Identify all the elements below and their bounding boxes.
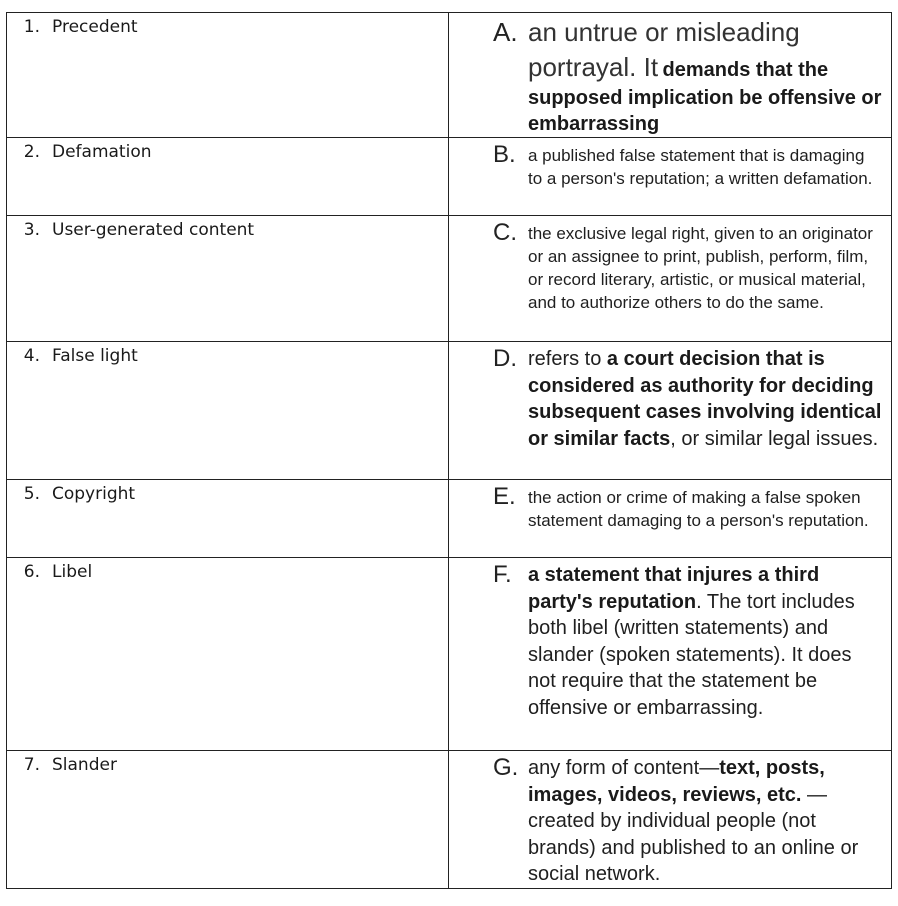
definition-letter: G. (493, 754, 519, 781)
definition-letter: B. (493, 141, 516, 168)
definition-bold: text, posts, images, videos, reviews, etc. (528, 757, 825, 806)
term-number: 3. (23, 220, 40, 240)
term-label: Slander (52, 755, 117, 775)
table-row (7, 342, 892, 480)
term-cell (7, 342, 449, 480)
term-cell (7, 558, 449, 751)
term-cell (7, 216, 449, 342)
definition-plain-tail: , or similar legal issues. (670, 427, 879, 450)
definition-plain-tail: — created by individual people (not brands) and published to an online or social network. (528, 783, 859, 885)
definition-bold: demands that the supposed implication be offensive or embarrassing (528, 59, 882, 135)
table-row (7, 13, 892, 138)
definition-text (528, 344, 883, 452)
term-cell (7, 480, 449, 558)
table-row (7, 216, 892, 342)
term-cell (7, 751, 449, 889)
term-cell (7, 138, 449, 216)
definition-cell (449, 138, 892, 216)
definition-letter: F. (493, 561, 512, 588)
table-row (7, 138, 892, 216)
term-label: Libel (52, 562, 93, 582)
term-cell (7, 13, 449, 138)
definition-text (528, 753, 883, 888)
definition-cell (449, 751, 892, 889)
definition-letter: C. (493, 219, 517, 246)
definition-cell (449, 216, 892, 342)
definition-plain: the action or crime of making a false spoken statement damaging to a person's reputation. (528, 488, 869, 530)
definition-plain: an untrue or misleading portrayal. It (528, 17, 800, 82)
definition-cell (449, 13, 892, 138)
definition-plain-tail: . The tort includes both libel (written statements) and slander (spoken statements). It does not require that the statement be offensive or embarrassing. (528, 590, 855, 719)
term-number: 2. (23, 142, 40, 162)
definition-cell (449, 480, 892, 558)
definition-plain: any form of content— (528, 757, 720, 779)
definition-letter: E. (493, 483, 516, 510)
definition-bold: a statement that injures a third party's reputation (528, 564, 820, 613)
table-row (7, 558, 892, 751)
definition-letter: D. (493, 345, 517, 372)
term-label: False light (52, 346, 138, 366)
definition-cell (449, 558, 892, 751)
definition-bold: a court decision that is considered as authority for deciding subsequent cases involving identical or similar facts (528, 348, 882, 450)
term-label: Copyright (52, 484, 136, 504)
definition-cell (449, 342, 892, 480)
definition-plain: a published false statement that is damaging to a person's reputation; a written defamation. (528, 146, 873, 188)
term-label: Precedent (52, 17, 138, 37)
definition-text (528, 560, 883, 721)
term-number: 1. (23, 17, 40, 37)
definition-text (528, 140, 883, 190)
term-number: 5. (23, 484, 40, 504)
definition-plain: refers to (528, 348, 602, 370)
term-label: Defamation (52, 142, 152, 162)
term-label: User-generated content (52, 220, 255, 240)
definition-text (528, 482, 883, 532)
definition-plain: the exclusive legal right, given to an originator or an assignee to print, publish, perform, film, or record literary, artistic, or musical material, and to authorize others to do the same. (528, 224, 873, 312)
definition-letter: A. (493, 17, 518, 47)
definition-text (528, 15, 883, 137)
matching-table (6, 12, 892, 889)
term-number: 6. (23, 562, 40, 582)
table-row (7, 751, 892, 889)
term-number: 7. (23, 755, 40, 775)
term-number: 4. (23, 346, 40, 366)
definition-text (528, 218, 883, 314)
table-row (7, 480, 892, 558)
